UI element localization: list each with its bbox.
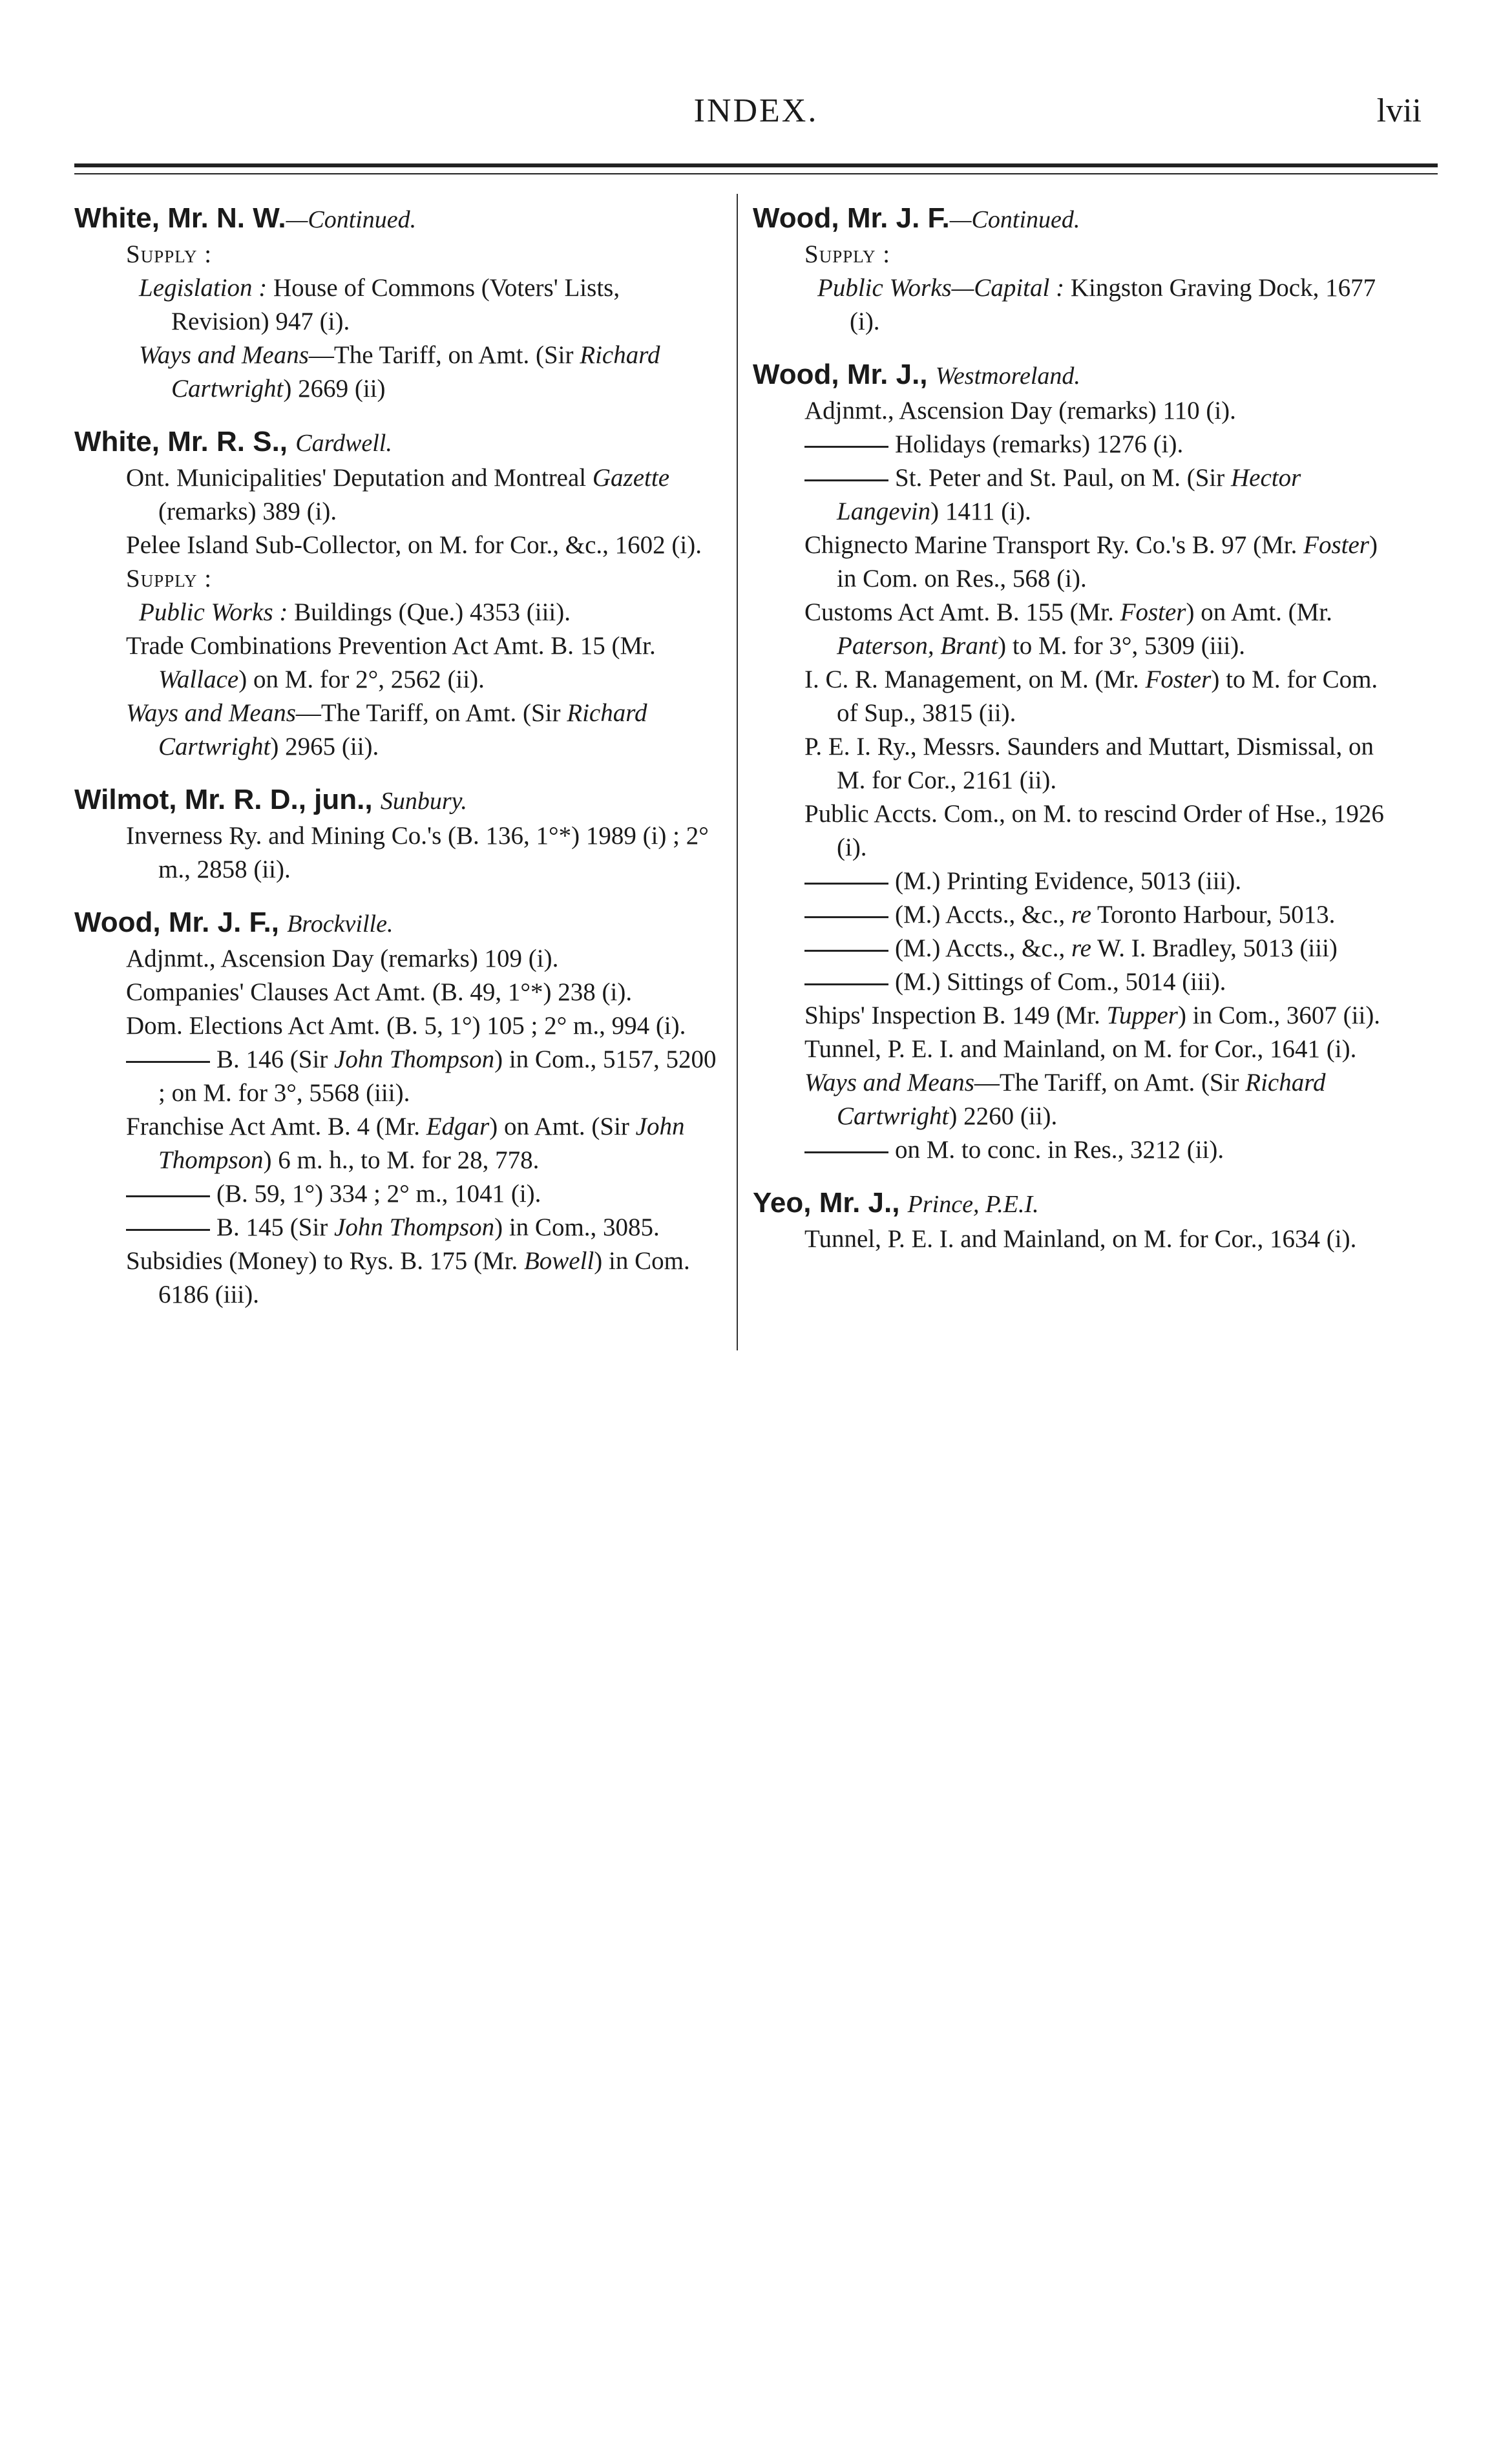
- supply-label: Supply :: [126, 565, 213, 593]
- entry-wilmot: [74, 782, 720, 886]
- entry-wood-jf: [74, 905, 720, 1312]
- ditto-dash: [804, 983, 888, 985]
- index-line: Subsidies (Money) to Rys. B. 175 (Mr. Bowell) in Com. 6186 (iii).: [126, 1247, 690, 1308]
- entry-heading: White, Mr. R. S., Cardwell.: [74, 426, 392, 457]
- index-line: (B. 59, 1°) 334 ; 2° m., 1041 (i).: [74, 1177, 720, 1211]
- index-line: Inverness Ry. and Mining Co.'s (B. 136, 1°*) 1989 (i) ; 2° m., 2858 (ii).: [126, 822, 709, 883]
- index-line: Public Works—Capital : Kingston Graving Dock, 1677 (i).: [817, 274, 1376, 335]
- index-line: Public Accts. Com., on M. to rescind Order of Hse., 1926 (i).: [804, 800, 1384, 861]
- index-line: Customs Act Amt. B. 155 (Mr. Foster) on Amt. (Mr. Paterson, Brant) to M. for 3°, 5309 (iii).: [804, 598, 1332, 660]
- entry-heading: Wilmot, Mr. R. D., jun., Sunbury.: [74, 784, 467, 815]
- index-line: Public Works : Buildings (Que.) 4353 (iii).: [139, 598, 571, 626]
- index-line: Pelee Island Sub-Collector, on M. for Cor., &c., 1602 (i).: [126, 531, 702, 559]
- index-line: Franchise Act Amt. B. 4 (Mr. Edgar) on Amt. (Sir John Thompson) 6 m. h., to M. for 28, 778.: [126, 1113, 685, 1174]
- entry-wood-jf-continued: [753, 200, 1399, 339]
- index-line: Ways and Means—The Tariff, on Amt. (Sir Richard Cartwright) 2260 (ii).: [804, 1069, 1326, 1130]
- header-rule-thin: [74, 173, 1438, 174]
- index-line: Tunnel, P. E. I. and Mainland, on M. for Cor., 1641 (i).: [804, 1035, 1357, 1063]
- index-line: Dom. Elections Act Amt. (B. 5, 1°) 105 ; 2° m., 994 (i).: [126, 1012, 686, 1040]
- index-line: Trade Combinations Prevention Act Amt. B. 15 (Mr. Wallace) on M. for 2°, 2562 (ii).: [126, 632, 656, 693]
- entry-heading: White, Mr. N. W.—Continued.: [74, 202, 417, 234]
- index-line: I. C. R. Management, on M. (Mr. Foster) to M. for Com. of Sup., 3815 (ii).: [804, 666, 1378, 727]
- index-line: Ont. Municipalities' Deputation and Montreal Gazette (remarks) 389 (i).: [126, 464, 670, 525]
- entry-heading: Wood, Mr. J., Westmoreland.: [753, 359, 1080, 390]
- index-line: B. 145 (Sir John Thompson) in Com., 3085.: [74, 1211, 720, 1244]
- entry-heading: Yeo, Mr. J., Prince, P.E.I.: [753, 1187, 1039, 1219]
- header-rule-thick: [74, 163, 1438, 167]
- index-line: (M.) Printing Evidence, 5013 (iii).: [753, 865, 1399, 898]
- index-line: Ways and Means—The Tariff, on Amt. (Sir Richard Cartwright) 2669 (ii): [139, 341, 660, 403]
- index-line: Adjnmt., Ascension Day (remarks) 110 (i).: [804, 397, 1236, 425]
- column-divider: [737, 194, 738, 1350]
- index-line: on M. to conc. in Res., 3212 (ii).: [753, 1133, 1399, 1167]
- index-line: (M.) Sittings of Com., 5014 (iii).: [753, 965, 1399, 999]
- entry-wood-j: [753, 357, 1399, 1167]
- ditto-dash: [804, 446, 888, 448]
- index-line: Holidays (remarks) 1276 (i).: [753, 428, 1399, 461]
- ditto-dash: [804, 916, 888, 918]
- ditto-dash: [126, 1195, 210, 1197]
- page-title: INDEX.: [693, 92, 819, 129]
- ditto-dash: [804, 883, 888, 885]
- index-line: Chignecto Marine Transport Ry. Co.'s B. 97 (Mr. Foster) in Com. on Res., 568 (i).: [804, 531, 1378, 593]
- entry-heading: Wood, Mr. J. F., Brockville.: [74, 907, 394, 938]
- entry-heading: Wood, Mr. J. F.—Continued.: [753, 202, 1080, 234]
- index-line: (M.) Accts., &c., re Toronto Harbour, 5013.: [753, 898, 1399, 932]
- page-number: lvii: [1376, 92, 1422, 129]
- ditto-dash: [804, 950, 888, 952]
- entry-white-nw: [74, 200, 720, 406]
- entry-yeo: [753, 1185, 1399, 1256]
- ditto-dash: [804, 479, 888, 481]
- index-line: Ways and Means—The Tariff, on Amt. (Sir Richard Cartwright) 2965 (ii).: [126, 699, 647, 760]
- left-column: [74, 200, 720, 1330]
- index-line: P. E. I. Ry., Messrs. Saunders and Muttart, Dismissal, on M. for Cor., 2161 (ii).: [804, 733, 1374, 794]
- right-column: [753, 200, 1399, 1274]
- index-line: (M.) Accts., &c., re W. I. Bradley, 5013 (iii): [753, 932, 1399, 965]
- ditto-dash: [126, 1229, 210, 1231]
- ditto-dash: [126, 1061, 210, 1063]
- ditto-dash: [804, 1151, 888, 1153]
- index-line: Companies' Clauses Act Amt. (B. 49, 1°*) 238 (i).: [126, 978, 633, 1006]
- supply-label: Supply :: [804, 240, 891, 268]
- index-line: Ships' Inspection B. 149 (Mr. Tupper) in Com., 3607 (ii).: [804, 1002, 1381, 1029]
- index-line: Tunnel, P. E. I. and Mainland, on M. for Cor., 1634 (i).: [804, 1225, 1357, 1253]
- index-line: St. Peter and St. Paul, on M. (Sir Hector Langevin) 1411 (i).: [753, 461, 1399, 529]
- index-line: Adjnmt., Ascension Day (remarks) 109 (i).: [126, 945, 559, 972]
- index-line: B. 146 (Sir John Thompson) in Com., 5157, 5200 ; on M. for 3°, 5568 (iii).: [74, 1043, 720, 1110]
- supply-label: Supply :: [126, 240, 213, 268]
- index-line: Legislation : House of Commons (Voters' Lists, Revision) 947 (i).: [139, 274, 620, 335]
- entry-white-rs: [74, 424, 720, 764]
